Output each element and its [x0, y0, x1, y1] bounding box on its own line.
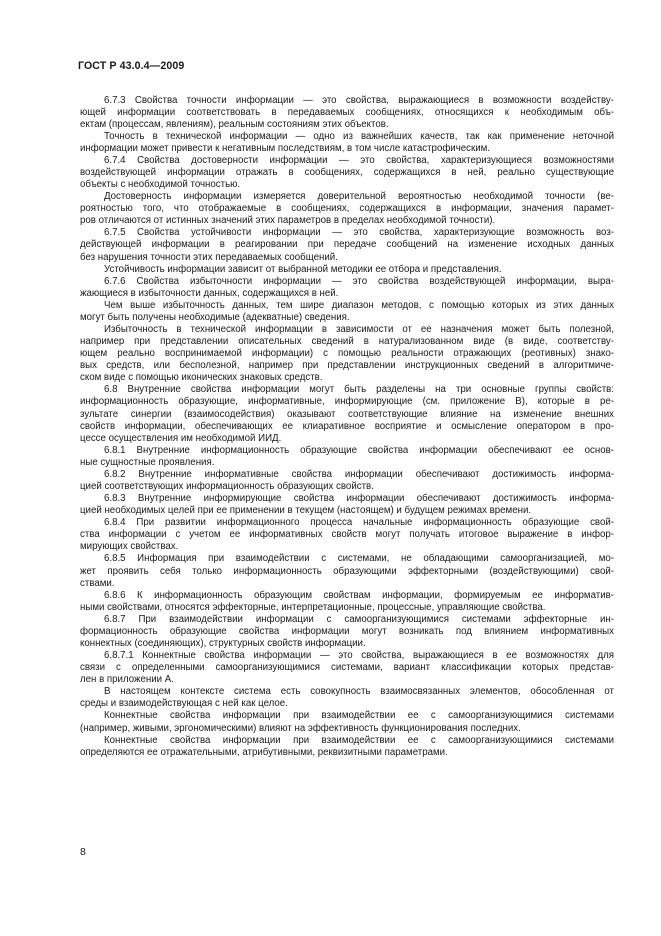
paragraph-line: Коннектные свойства информации при взаимодействии ее с самоорганизующимися системами — [104, 734, 614, 746]
paragraph-line: ров отличаются от истинных значений этих параметров в пределах необходимой точности). — [80, 215, 496, 227]
paragraph-line: вых средств, или бесполезной, например при представлении инструкционных сведений в алгоритмиче- — [80, 360, 614, 372]
paragraph-line: Устойчивость информации зависит от выбранной методики ее отбора и представления. — [104, 263, 502, 275]
paragraph-line: ском виде с помощью иконических знаковых средств. — [80, 372, 323, 384]
paragraph-line: 6.8.7.1 Коннектные свойства информации — это свойства, выражающиеся в ее возможностях для — [104, 650, 614, 662]
paragraph-line: определяются ее отражательными, атрибутивными, реквизитными параметрами. — [80, 746, 448, 758]
paragraph-line: связи с определенными самоорганизующимися системами, вариант классификации которых представ- — [80, 662, 614, 674]
paragraph-line: цией соответствующих информационность образующих свойств. — [80, 481, 374, 492]
paragraph-line: ектам (процессам, явлениям), реальным состояниям этих объектов. — [80, 118, 389, 130]
paragraph-line: формационность образующие свойства информации могут возникать под влиянием информативных — [80, 625, 614, 637]
paragraph-line: 6.8.7 При взаимодействии информации с самоорганизующимися системами эффекторные ин- — [104, 613, 614, 625]
page-number: 8 — [80, 846, 86, 858]
paragraph-line: 6.8.2 Внутренние информативные свойства информации обеспечивают достижимость информа- — [104, 468, 614, 480]
paragraph-line: лен в приложении А. — [80, 674, 174, 686]
paragraph-line: 6.7.4 Свойства достоверности информации — это свойства, характеризующиеся возможностями — [104, 154, 614, 166]
paragraph-line: роятностью того, что отображаемые в сообщениях, содержащихся в информации, значения парамет- — [80, 203, 614, 215]
paragraph-line: Достоверность информации измеряется доверительной вероятностью необходимой точности (ве- — [104, 191, 614, 203]
paragraph-line: действующей информации в реагировании при передаче сообщений на изменение исходных данных — [80, 239, 614, 251]
paragraph-line: воздействующей информации отражать в сообщениях, содержащихся в ней, реально существующие — [80, 166, 614, 178]
paragraph-line: например при представлении описательных сведений в натурализованном виде (в виде, соответству- — [80, 336, 614, 348]
paragraph-line: 6.8.4 При развитии информационного процесса начальные информационность образующие свой- — [104, 517, 614, 529]
paragraph-line: Точность в технической информации — одно из важнейших качеств, так как применение неточной — [104, 130, 614, 142]
paragraph-line: объекты с необходимой точностью. — [80, 179, 241, 191]
paragraph-line: 6.8.5 Информация при взаимодействии с системами, не обладающими самоорганизацией, мо- — [104, 553, 614, 565]
paragraph-line: (например, живыми, эргономическими) влияют на эффективность функционирования последних. — [80, 722, 521, 734]
paragraph-line: 6.7.3 Свойства точности информации — это свойства, выражающиеся в возможности воздейству- — [104, 94, 614, 106]
paragraph-line: цессе осуществления им необходимой ИИД. — [80, 432, 282, 444]
paragraph-line: цией необходимых целей при ее применении в текущем (настоящем) и будущем режимах времени. — [80, 505, 532, 517]
paragraph-line: Коннектные свойства информации при взаимодействии ее с самоорганизующимися системами — [104, 710, 614, 722]
paragraph-line: могут быть получены необходимые (адекватные) сведения. — [80, 311, 350, 323]
paragraph-line: ные сущностные проявления. — [80, 456, 215, 468]
paragraph-line: 6.7.6 Свойства избыточности информации — это свойства воздействующей информации, выра- — [104, 275, 614, 287]
paragraph-line: Избыточность в технической информации в зависимости от ее назначения может быть полезной, — [104, 323, 614, 335]
paragraph-line: информации может привести к негативным последствиям, в том числе катастрофическим. — [80, 142, 490, 154]
paragraph-line: коннектных (соединяющих), структурных свойств информации. — [80, 638, 366, 650]
paragraph-line: 6.8.3 Внутренние информирующие свойства информации обеспечивают достижимость информа- — [104, 493, 614, 505]
paragraph-line: жет проявить себя только информационность образующими эффекторными (воздействующими) свой- — [80, 565, 614, 577]
document-header: ГОСТ Р 43.0.4—2009 — [78, 60, 185, 72]
body-text — [80, 95, 614, 759]
paragraph-line: 6.8.6 К информационность образующим свойствам информации, формируемым ее информатив- — [104, 589, 614, 601]
paragraph-line: 6.7.5 Свойства устойчивости информации — это свойства, характеризующие возможность воз- — [104, 227, 614, 239]
paragraph-line: В настоящем контексте система есть совокупность взаимосвязанных элементов, обособленная от — [104, 686, 614, 698]
paragraph-line: зультате синергии (взаимосодействия) оказывают соответствующие влияние на изменение внешних — [80, 408, 614, 420]
paragraph-line: информационность образующие, информативные, информирующие (см. приложение В), которые в ре- — [80, 396, 614, 408]
paragraph-line: ными свойствами, относятся эффекторные, интерпретационные, процессные, управляющие свойства. — [80, 601, 546, 613]
paragraph-line: ющем реально воспринимаемой информации) с помощью реальности отражающих (реотивных) знако- — [80, 348, 614, 360]
paragraph-line: без нарушения точности этих передаваемых сообщений. — [80, 251, 338, 263]
paragraph-line: свойств информации, обеспечивающих ее клиаративное восприятие и осмысление оператором в про- — [80, 420, 614, 432]
paragraph-line: среды и взаимодействующая с ней как целое. — [80, 698, 288, 710]
paragraph-line: Чем выше избыточность данных, тем шире диапазон методов, с помощью которых из этих данных — [104, 299, 614, 311]
paragraph-line: мирующих свойствах. — [80, 541, 179, 553]
paragraph-line: ствами. — [80, 577, 115, 589]
paragraph-line: 6.8 Внутренние свойства информации могут быть разделены на три основные группы свойств: — [104, 384, 614, 396]
paragraph-line: ющей информации соответствовать в передаваемых сообщениях, относящихся к необходимым объ- — [80, 106, 614, 118]
paragraph-line: жающиеся в избыточности данных, содержащихся в ней. — [80, 287, 339, 299]
paragraph-line: 6.8.1 Внутренние информационность образующие свойства информации обеспечивают ее основ- — [104, 444, 614, 456]
paragraph-line: ства информации с учетом ее информативных свойств могут получать итоговое выражение в инфор- — [80, 529, 614, 541]
